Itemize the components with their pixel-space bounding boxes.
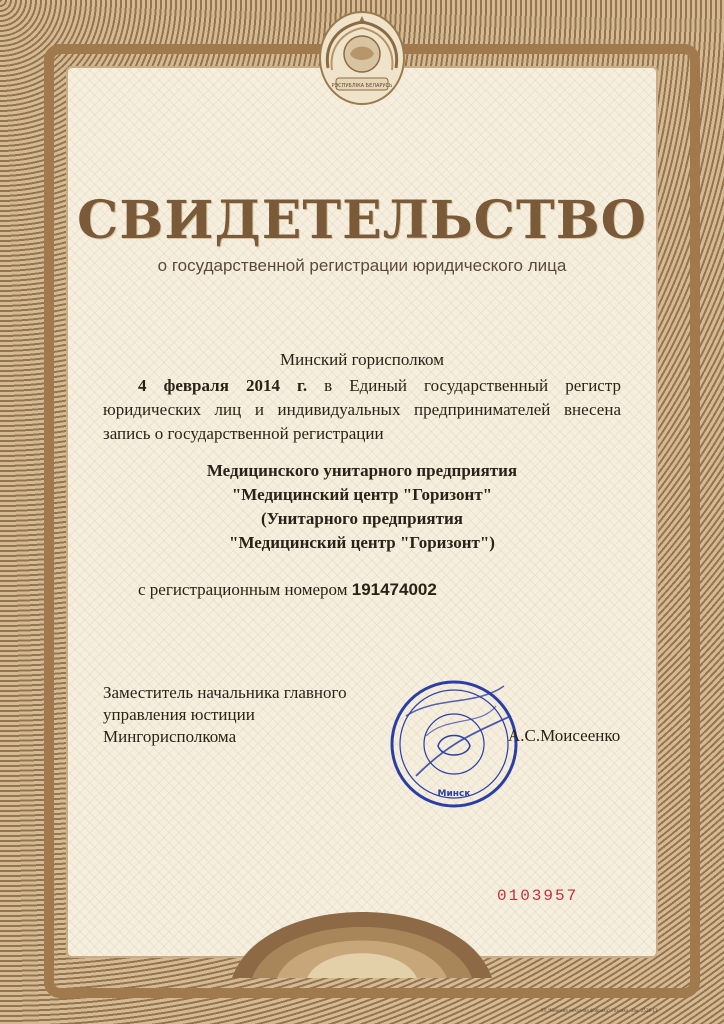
guilloche-rosette (232, 880, 492, 978)
signer-position (103, 682, 347, 748)
organization-line-1: Медицинского унитарного предприятия (206, 461, 518, 480)
certificate-subtitle: о государственной регистрации юридического лица (157, 256, 567, 275)
organization-name (0, 459, 724, 555)
registration-number-line (138, 580, 437, 600)
signer-position-line-3: Мингорисполкома (103, 727, 237, 746)
printer-footnote: УП "Минская печатная фабрика" Гознака. Зак. 2539-13 (541, 1008, 658, 1013)
stamp-city: Минск (437, 789, 471, 799)
emblem-ribbon-text: РЭСПУБЛІКА БЕЛАРУСЬ (331, 83, 393, 89)
issuing-authority: Минский горисполком (280, 350, 444, 369)
signer-name: А.С.Моисеенко (508, 726, 621, 745)
organization-line-3: (Унитарного предприятия (261, 509, 463, 528)
signer-position-line-1: Заместитель начальника главного (103, 683, 347, 702)
registration-prefix: с регистрационным номером (138, 580, 352, 599)
signer-position-line-2: управления юстиции (103, 705, 255, 724)
organization-line-2: "Медицинский центр "Горизонт" (231, 485, 493, 504)
organization-line-4: "Медицинский центр "Горизонт") (229, 533, 495, 552)
registration-number: 191474002 (351, 580, 437, 599)
statement-text: в Единый государственный регистр юридических лиц и индивидуальных предпринимателей внесена запись о государственной регистрации (103, 376, 621, 443)
registration-statement (103, 374, 621, 446)
state-emblem (314, 8, 410, 108)
certificate-title: СВИДЕТЕЛЬСТВО (77, 190, 647, 251)
serial-number: 0103957 (497, 887, 579, 905)
official-stamp (386, 676, 522, 812)
registration-date: 4 февраля 2014 г. (138, 376, 308, 395)
